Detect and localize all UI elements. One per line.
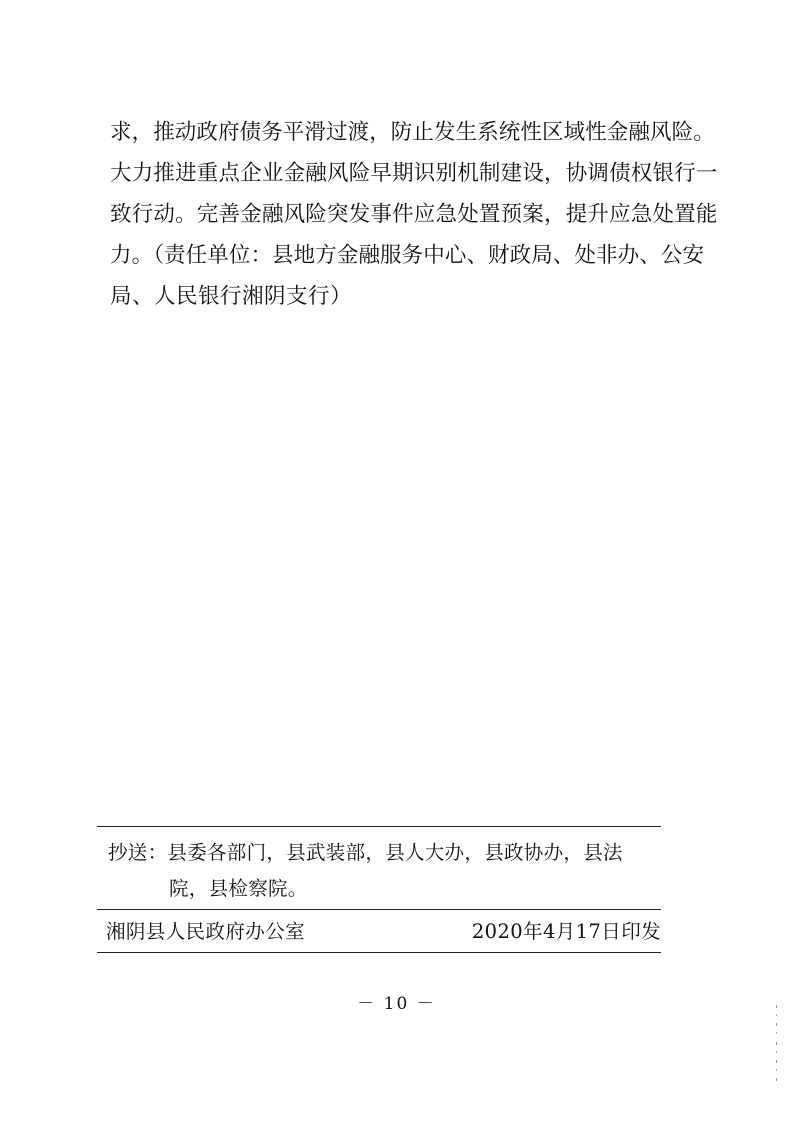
cc-recipients-line-1: 县委各部门，县武装部，县人大办，县政协办，县法 [167, 841, 623, 864]
cc-row-1 [108, 835, 668, 871]
body-paragraph [110, 112, 718, 317]
cc-distribution [108, 835, 668, 907]
issue-date: 2020年4月17日印发 [471, 920, 661, 943]
scan-artifact-marks [775, 1005, 779, 1085]
footer-top-rule [97, 826, 661, 827]
cc-recipients-line-2: 院，县检察院。 [169, 877, 308, 900]
footer-middle-rule [97, 909, 661, 910]
body-line-4: 力。（责任单位：县地方金融服务中心、财政局、处非办、公安 [110, 243, 705, 268]
body-line-3: 致行动。完善金融风险突发事件应急处置预案，提升应急处置能 [110, 202, 718, 227]
cc-label: 抄送： [108, 841, 168, 864]
footer-bottom-rule [97, 952, 661, 953]
body-line-1: 求，推动政府债务平滑过渡，防止发生系统性区域性金融风险。 [110, 120, 715, 145]
page-number: － 10 － [357, 994, 436, 1014]
body-line-5: 局、人民银行湘阴支行） [110, 284, 353, 309]
issuing-office: 湘阴县人民政府办公室 [106, 920, 306, 943]
body-line-2: 大力推进重点企业金融风险早期识别机制建设，协调债权银行一 [110, 161, 718, 186]
